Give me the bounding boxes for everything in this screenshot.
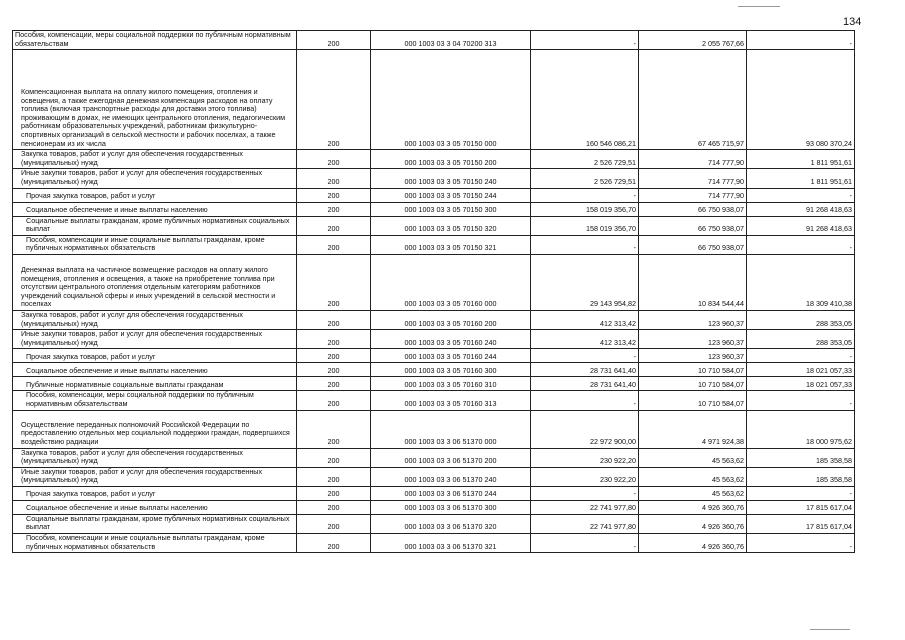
cell-v2: 4 971 924,38 bbox=[639, 410, 747, 448]
cell-v1: - bbox=[531, 391, 639, 410]
cell-v3: - bbox=[747, 235, 855, 254]
cell-desc: Пособия, компенсации и иные социальные выплаты гражданам, кроме публичных нормативных обязательств bbox=[13, 235, 297, 254]
cell-v1: 230 922,20 bbox=[531, 448, 639, 467]
table-row bbox=[13, 188, 855, 202]
cell-v2: 10 710 584,07 bbox=[639, 377, 747, 391]
page-number: 134 bbox=[843, 16, 862, 28]
cell-v2: 10 834 544,44 bbox=[639, 254, 747, 310]
cell-v1: - bbox=[531, 188, 639, 202]
cell-admin: 200 bbox=[297, 486, 371, 500]
cell-desc: Иные закупки товаров, работ и услуг для обеспечения государственных (муниципальных) нужд bbox=[13, 169, 297, 188]
cell-desc: Социальные выплаты гражданам, кроме публичных нормативных социальных выплат bbox=[13, 216, 297, 235]
cell-code: 000 1003 03 3 06 51370 300 bbox=[371, 500, 531, 514]
cell-desc: Закупка товаров, работ и услуг для обеспечения государственных (муниципальных) нужд bbox=[13, 448, 297, 467]
cell-admin: 200 bbox=[297, 514, 371, 533]
cell-v3: 18 000 975,62 bbox=[747, 410, 855, 448]
cell-v3: 91 268 418,63 bbox=[747, 216, 855, 235]
cell-v2: 4 926 360,76 bbox=[639, 500, 747, 514]
table-row bbox=[13, 486, 855, 500]
cell-v3: 17 815 617,04 bbox=[747, 514, 855, 533]
cell-desc: Пособия, компенсации, меры социальной поддержки по публичным нормативным обязательствам bbox=[13, 31, 297, 50]
cell-code: 000 1003 03 3 05 70150 320 bbox=[371, 216, 531, 235]
cell-admin: 200 bbox=[297, 534, 371, 553]
table-row bbox=[13, 467, 855, 486]
cell-admin: 200 bbox=[297, 188, 371, 202]
cell-code: 000 1003 03 3 06 51370 320 bbox=[371, 514, 531, 533]
budget-table-body bbox=[13, 31, 855, 553]
cell-code: 000 1003 03 3 04 70200 313 bbox=[371, 31, 531, 50]
cell-v3: 91 268 418,63 bbox=[747, 202, 855, 216]
cell-admin: 200 bbox=[297, 31, 371, 50]
cell-v2: 2 055 767,66 bbox=[639, 31, 747, 50]
cell-v2: 66 750 938,07 bbox=[639, 216, 747, 235]
cell-v2: 10 710 584,07 bbox=[639, 363, 747, 377]
table-row bbox=[13, 500, 855, 514]
cell-v1: 22 741 977,80 bbox=[531, 514, 639, 533]
cell-code: 000 1003 03 3 06 51370 240 bbox=[371, 467, 531, 486]
cell-v2: 123 960,37 bbox=[639, 330, 747, 349]
cell-v3: - bbox=[747, 486, 855, 500]
cell-admin: 200 bbox=[297, 310, 371, 329]
cell-code: 000 1003 03 3 05 70150 240 bbox=[371, 169, 531, 188]
cell-admin: 200 bbox=[297, 377, 371, 391]
cell-v1: 29 143 954,82 bbox=[531, 254, 639, 310]
table-row bbox=[13, 254, 855, 310]
cell-v2: 714 777,90 bbox=[639, 150, 747, 169]
cell-code: 000 1003 03 3 05 70150 200 bbox=[371, 150, 531, 169]
cell-admin: 200 bbox=[297, 330, 371, 349]
cell-v1: 230 922,20 bbox=[531, 467, 639, 486]
cell-code: 000 1003 03 3 05 70160 000 bbox=[371, 254, 531, 310]
cell-v3: - bbox=[747, 534, 855, 553]
cell-v2: 123 960,37 bbox=[639, 349, 747, 363]
cell-code: 000 1003 03 3 05 70160 244 bbox=[371, 349, 531, 363]
cell-v2: 10 710 584,07 bbox=[639, 391, 747, 410]
cell-v2: 4 926 360,76 bbox=[639, 534, 747, 553]
cell-admin: 200 bbox=[297, 254, 371, 310]
cell-admin: 200 bbox=[297, 169, 371, 188]
cell-code: 000 1003 03 3 06 51370 000 bbox=[371, 410, 531, 448]
cell-v3: 1 811 951,61 bbox=[747, 150, 855, 169]
cell-v1: 158 019 356,70 bbox=[531, 202, 639, 216]
table-row bbox=[13, 377, 855, 391]
cell-code: 000 1003 03 3 05 70160 300 bbox=[371, 363, 531, 377]
table-row bbox=[13, 349, 855, 363]
cell-admin: 200 bbox=[297, 349, 371, 363]
cell-v2: 45 563,62 bbox=[639, 467, 747, 486]
cell-v3: 288 353,05 bbox=[747, 310, 855, 329]
table-row bbox=[13, 448, 855, 467]
cell-desc: Иные закупки товаров, работ и услуг для обеспечения государственных (муниципальных) нужд bbox=[13, 467, 297, 486]
cell-code: 000 1003 03 3 05 70160 240 bbox=[371, 330, 531, 349]
cell-v2: 123 960,37 bbox=[639, 310, 747, 329]
cell-admin: 200 bbox=[297, 235, 371, 254]
cell-code: 000 1003 03 3 05 70160 313 bbox=[371, 391, 531, 410]
cell-code: 000 1003 03 3 05 70150 000 bbox=[371, 50, 531, 150]
cell-v1: - bbox=[531, 486, 639, 500]
cell-desc: Денежная выплата на частичное возмещение расходов на оплату жилого помещения, отопления и освещения, а также на приобретение топлива при отсутствии центрального отопления отдельным категориям работников учреждений социальной сферы и иных учреждений в сельской местности и поселках bbox=[13, 254, 297, 310]
cell-v3: 93 080 370,24 bbox=[747, 50, 855, 150]
budget-table bbox=[12, 30, 855, 553]
cell-v2: 45 563,62 bbox=[639, 486, 747, 500]
cell-code: 000 1003 03 3 06 51370 321 bbox=[371, 534, 531, 553]
cell-desc: Компенсационная выплата на оплату жилого помещения, отопления и освещения, а также ежегодная денежная компенсация расходов на оплату топлива (включая транспортные расходы для доставки этого топлива) проживающим в домах, не имеющих центрального отопления, педагогическим работникам образовательных учреждений, работникам физкультурно-спортивных организаций в сельской местности и рабочих поселках, а также пенсионерам из их числа bbox=[13, 50, 297, 150]
table-row bbox=[13, 391, 855, 410]
cell-desc: Прочая закупка товаров, работ и услуг bbox=[13, 349, 297, 363]
cell-v3: - bbox=[747, 31, 855, 50]
cell-code: 000 1003 03 3 05 70150 244 bbox=[371, 188, 531, 202]
cell-v2: 714 777,90 bbox=[639, 188, 747, 202]
cell-v1: 2 526 729,51 bbox=[531, 169, 639, 188]
top-rule bbox=[738, 6, 780, 7]
cell-v1: - bbox=[531, 349, 639, 363]
cell-v3: - bbox=[747, 391, 855, 410]
table-row bbox=[13, 216, 855, 235]
cell-v3: 185 358,58 bbox=[747, 467, 855, 486]
table-row bbox=[13, 235, 855, 254]
cell-v3: 1 811 951,61 bbox=[747, 169, 855, 188]
cell-admin: 200 bbox=[297, 448, 371, 467]
cell-admin: 200 bbox=[297, 150, 371, 169]
table-row bbox=[13, 330, 855, 349]
cell-code: 000 1003 03 3 06 51370 200 bbox=[371, 448, 531, 467]
table-row bbox=[13, 31, 855, 50]
table-row bbox=[13, 202, 855, 216]
cell-admin: 200 bbox=[297, 410, 371, 448]
cell-v2: 45 563,62 bbox=[639, 448, 747, 467]
cell-desc: Пособия, компенсации и иные социальные выплаты гражданам, кроме публичных нормативных обязательств bbox=[13, 534, 297, 553]
table-row bbox=[13, 310, 855, 329]
cell-v1: 412 313,42 bbox=[531, 310, 639, 329]
cell-admin: 200 bbox=[297, 363, 371, 377]
table-row bbox=[13, 534, 855, 553]
cell-desc: Публичные нормативные социальные выплаты гражданам bbox=[13, 377, 297, 391]
cell-admin: 200 bbox=[297, 500, 371, 514]
cell-v3: 18 021 057,33 bbox=[747, 377, 855, 391]
cell-v1: 28 731 641,40 bbox=[531, 363, 639, 377]
cell-v3: 185 358,58 bbox=[747, 448, 855, 467]
cell-desc: Закупка товаров, работ и услуг для обеспечения государственных (муниципальных) нужд bbox=[13, 150, 297, 169]
cell-v3: 288 353,05 bbox=[747, 330, 855, 349]
cell-v1: 158 019 356,70 bbox=[531, 216, 639, 235]
cell-desc: Социальное обеспечение и иные выплаты населению bbox=[13, 500, 297, 514]
cell-v1: 2 526 729,51 bbox=[531, 150, 639, 169]
cell-v1: 22 972 900,00 bbox=[531, 410, 639, 448]
cell-desc: Иные закупки товаров, работ и услуг для обеспечения государственных (муниципальных) нужд bbox=[13, 330, 297, 349]
table-row bbox=[13, 50, 855, 150]
cell-v1: 412 313,42 bbox=[531, 330, 639, 349]
cell-admin: 200 bbox=[297, 202, 371, 216]
cell-v3: - bbox=[747, 188, 855, 202]
cell-desc: Социальное обеспечение и иные выплаты населению bbox=[13, 202, 297, 216]
cell-v3: - bbox=[747, 349, 855, 363]
table-row bbox=[13, 363, 855, 377]
cell-v1: - bbox=[531, 31, 639, 50]
cell-v2: 4 926 360,76 bbox=[639, 514, 747, 533]
cell-v1: 160 546 086,21 bbox=[531, 50, 639, 150]
cell-code: 000 1003 03 3 05 70150 321 bbox=[371, 235, 531, 254]
cell-v2: 66 750 938,07 bbox=[639, 202, 747, 216]
cell-v2: 66 750 938,07 bbox=[639, 235, 747, 254]
cell-admin: 200 bbox=[297, 467, 371, 486]
cell-admin: 200 bbox=[297, 216, 371, 235]
table-row bbox=[13, 514, 855, 533]
cell-desc: Прочая закупка товаров, работ и услуг bbox=[13, 188, 297, 202]
cell-desc: Социальное обеспечение и иные выплаты населению bbox=[13, 363, 297, 377]
cell-v1: 28 731 641,40 bbox=[531, 377, 639, 391]
table-row bbox=[13, 169, 855, 188]
cell-v3: 18 309 410,38 bbox=[747, 254, 855, 310]
cell-admin: 200 bbox=[297, 50, 371, 150]
cell-v1: - bbox=[531, 235, 639, 254]
cell-admin: 200 bbox=[297, 391, 371, 410]
bottom-rule bbox=[810, 629, 850, 630]
cell-desc: Пособия, компенсации, меры социальной поддержки по публичным нормативным обязательствам bbox=[13, 391, 297, 410]
cell-desc: Социальные выплаты гражданам, кроме публичных нормативных социальных выплат bbox=[13, 514, 297, 533]
cell-v1: - bbox=[531, 534, 639, 553]
cell-desc: Осуществление переданных полномочий Российской Федерации по предоставлению отдельных мер социальной поддержки граждан, подвергшихся воздействию радиации bbox=[13, 410, 297, 448]
table-row bbox=[13, 150, 855, 169]
cell-v3: 18 021 057,33 bbox=[747, 363, 855, 377]
cell-v2: 67 465 715,97 bbox=[639, 50, 747, 150]
table-row bbox=[13, 410, 855, 448]
cell-v2: 714 777,90 bbox=[639, 169, 747, 188]
cell-desc: Прочая закупка товаров, работ и услуг bbox=[13, 486, 297, 500]
cell-v3: 17 815 617,04 bbox=[747, 500, 855, 514]
cell-desc: Закупка товаров, работ и услуг для обеспечения государственных (муниципальных) нужд bbox=[13, 310, 297, 329]
cell-code: 000 1003 03 3 05 70160 310 bbox=[371, 377, 531, 391]
cell-code: 000 1003 03 3 06 51370 244 bbox=[371, 486, 531, 500]
cell-v1: 22 741 977,80 bbox=[531, 500, 639, 514]
cell-code: 000 1003 03 3 05 70150 300 bbox=[371, 202, 531, 216]
cell-code: 000 1003 03 3 05 70160 200 bbox=[371, 310, 531, 329]
